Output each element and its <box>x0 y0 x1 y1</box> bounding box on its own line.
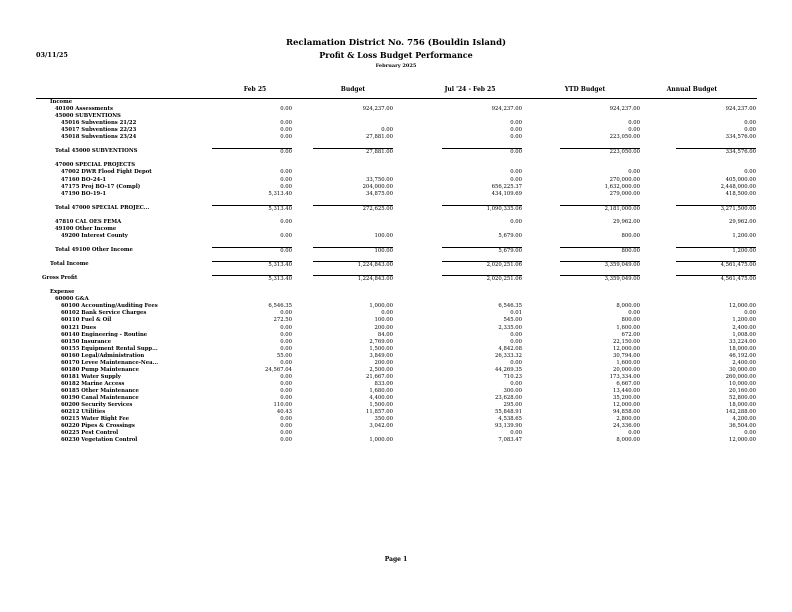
account-label: 60140 Engineering - Routine <box>61 331 148 338</box>
item-row <box>0 332 792 339</box>
amount-cell: 0.00 <box>628 310 640 317</box>
header-row <box>0 296 792 303</box>
account-label: 47160 BO-24-1 <box>61 176 107 183</box>
account-label: 60102 Bank Service Charges <box>61 310 147 317</box>
amount-cell: 0.00 <box>744 169 756 176</box>
amount-cell: 173,334.00 <box>609 373 640 380</box>
amount-cell: 1,680.00 <box>369 387 393 394</box>
account-label: 45017 Subventions 22/23 <box>61 127 137 134</box>
amount-cell: 10,000.00 <box>729 380 756 387</box>
amount-cell: 656,225.37 <box>491 183 522 190</box>
header-row <box>0 162 792 169</box>
amount-cell: 0.00 <box>280 134 292 141</box>
amount-cell: 29,962.00 <box>613 218 640 225</box>
amount-cell: 4,400.00 <box>369 394 393 401</box>
amount-cell: 0.00 <box>510 380 522 387</box>
amount-cell: 27,881.00 <box>313 148 393 156</box>
amount-cell: 0.00 <box>510 134 522 141</box>
amount-cell: 0.00 <box>510 218 522 225</box>
account-label: 60200 Security Services <box>61 402 133 409</box>
account-label: Gross Profit <box>42 275 78 282</box>
amount-cell: 5,313.40 <box>212 205 292 213</box>
amount-cell: 5,313.40 <box>212 275 292 283</box>
amount-cell: 924,237.00 <box>362 106 393 113</box>
amount-cell: 0.00 <box>628 169 640 176</box>
header-row <box>0 99 792 106</box>
amount-cell: 0.00 <box>628 127 640 134</box>
amount-cell: 0.00 <box>510 169 522 176</box>
account-label: Income <box>50 99 73 105</box>
report-subtitle: Profit & Loss Budget Performance <box>319 50 473 60</box>
amount-cell: 6,546.35 <box>498 303 522 310</box>
column-header-ytd-budget: YTD Budget <box>564 86 606 93</box>
amount-cell: 0.00 <box>381 310 393 317</box>
item-row <box>0 353 792 360</box>
amount-cell: 4,200.00 <box>732 416 756 423</box>
amount-cell: 1,224,843.00 <box>313 261 393 269</box>
item-row <box>0 127 792 134</box>
amount-cell: 1,600.00 <box>616 324 640 331</box>
amount-cell: 100.00 <box>313 247 393 255</box>
amount-cell: 12,000.00 <box>729 303 756 310</box>
amount-cell: 0.00 <box>280 331 292 338</box>
amount-cell: 0.00 <box>442 148 522 156</box>
item-row <box>0 346 792 353</box>
total-row <box>0 247 792 254</box>
amount-cell: 0.00 <box>510 359 522 366</box>
amount-cell: 2,400.00 <box>732 359 756 366</box>
account-label: 45000 SUBVENTIONS <box>55 113 121 120</box>
amount-cell: 0.00 <box>381 127 393 134</box>
amount-cell: 418,500.00 <box>725 190 756 197</box>
column-header-feb: Feb 25 <box>243 86 267 93</box>
amount-cell: 2,800.00 <box>616 416 640 423</box>
amount-cell: 1,632,000.00 <box>604 183 640 190</box>
amount-cell: 1,200.00 <box>732 232 756 239</box>
amount-cell: 8,000.00 <box>616 437 640 444</box>
account-label: 60190 Canal Maintenance <box>61 394 139 401</box>
amount-cell: 0.00 <box>280 176 292 183</box>
amount-cell: 1,000.00 <box>369 437 393 444</box>
amount-cell: 0.00 <box>280 430 292 437</box>
amount-cell: 405,000.00 <box>725 176 756 183</box>
account-label: Total 47000 SPECIAL PROJEC... <box>55 204 150 211</box>
amount-cell: 223,050.00 <box>609 134 640 141</box>
amount-cell: 924,237.00 <box>609 106 640 113</box>
amount-cell: 0.00 <box>212 148 292 156</box>
amount-cell: 40.43 <box>276 409 292 416</box>
item-row <box>0 106 792 113</box>
item-row <box>0 437 792 444</box>
amount-cell: 204,000.00 <box>362 183 393 190</box>
amount-cell: 20,160.00 <box>729 387 756 394</box>
amount-cell: 0.00 <box>280 387 292 394</box>
amount-cell: 12,000.00 <box>729 437 756 444</box>
account-label: 60155 Equipment Rental Supp... <box>61 345 158 352</box>
amount-cell: 29,962.00 <box>729 218 756 225</box>
amount-cell: 0.00 <box>510 176 522 183</box>
amount-cell: 18,000.00 <box>729 345 756 352</box>
account-label: Total 45000 SUBVENTIONS <box>55 148 138 155</box>
account-label: 60121 Dues <box>61 324 97 331</box>
amount-cell: 46,192.00 <box>729 352 756 359</box>
account-label: 60150 Insurance <box>61 338 112 345</box>
amount-cell: 13,440.00 <box>613 387 640 394</box>
amount-cell: 5,679.00 <box>442 247 522 255</box>
header-row <box>0 226 792 233</box>
amount-cell: 5,679.00 <box>498 232 522 239</box>
amount-cell: 200.00 <box>374 359 393 366</box>
amount-cell: 11,857.00 <box>366 409 393 416</box>
amount-cell: 1,224,843.00 <box>313 275 393 283</box>
amount-cell: 24,567.04 <box>265 366 292 373</box>
amount-cell: 2,181,000.00 <box>560 205 640 213</box>
amount-cell: 0.00 <box>280 183 292 190</box>
amount-cell: 1,090,335.06 <box>442 205 522 213</box>
item-row <box>0 310 792 317</box>
item-row <box>0 381 792 388</box>
amount-cell: 22,150.00 <box>613 338 640 345</box>
amount-cell: 7,083.47 <box>498 437 522 444</box>
amount-cell: 924,237.00 <box>491 106 522 113</box>
amount-cell: 24,336.00 <box>613 423 640 430</box>
amount-cell: 23,628.00 <box>495 394 522 401</box>
amount-cell: 545.00 <box>503 317 522 324</box>
account-label: 45016 Subventions 21/22 <box>61 120 137 127</box>
account-label: 47175 Proj BO-17 (Compl) <box>61 183 141 190</box>
amount-cell: 0.00 <box>280 310 292 317</box>
item-row <box>0 184 792 191</box>
account-label: 49100 Other Income <box>55 225 117 232</box>
amount-cell: 1,000.00 <box>369 303 393 310</box>
item-row <box>0 134 792 141</box>
amount-cell: 84.00 <box>377 331 393 338</box>
item-row <box>0 303 792 310</box>
spacer-row <box>0 155 792 162</box>
amount-cell: 4,538.65 <box>498 416 522 423</box>
amount-cell: 833.00 <box>374 380 393 387</box>
amount-cell: 334,576.00 <box>676 148 756 156</box>
amount-cell: 0.00 <box>280 232 292 239</box>
grandtotal-row <box>0 261 792 268</box>
amount-cell: 0.00 <box>280 416 292 423</box>
item-row <box>0 360 792 367</box>
amount-cell: 12,000.00 <box>613 345 640 352</box>
account-label: 60160 Legal/Administration <box>61 352 145 359</box>
amount-cell: 0.00 <box>744 127 756 134</box>
account-label: 60230 Vegetation Control <box>61 437 138 444</box>
account-label: 60212 Utilities <box>61 409 106 416</box>
account-label: 45018 Subventions 23/24 <box>61 134 137 141</box>
amount-cell: 0.00 <box>510 430 522 437</box>
item-row <box>0 169 792 176</box>
account-label: Expense <box>50 289 75 296</box>
amount-cell: 0.00 <box>744 120 756 127</box>
amount-cell: 334,576.00 <box>725 134 756 141</box>
report-title: Reclamation District No. 756 (Bouldin Island) <box>285 38 507 48</box>
amount-cell: 20,000.00 <box>613 366 640 373</box>
item-row <box>0 409 792 416</box>
item-row <box>0 317 792 324</box>
account-label: 60185 Other Maintenance <box>61 387 139 394</box>
amount-cell: 0.00 <box>280 373 292 380</box>
amount-cell: 0.00 <box>510 127 522 134</box>
account-label: 60180 Pump Maintenance <box>61 366 139 373</box>
amount-cell: 0.00 <box>280 324 292 331</box>
amount-cell: 295.00 <box>503 402 522 409</box>
amount-cell: 279,000.00 <box>609 190 640 197</box>
account-label: Total Income <box>50 261 89 268</box>
amount-cell: 223,050.00 <box>560 148 640 156</box>
item-row <box>0 219 792 226</box>
amount-cell: 8,000.00 <box>616 303 640 310</box>
amount-cell: 260,000.00 <box>725 373 756 380</box>
amount-cell: 0.00 <box>212 247 292 255</box>
amount-cell: 2,020,251.06 <box>442 261 522 269</box>
amount-cell: 4,561,475.00 <box>676 261 756 269</box>
amount-cell: 1,200.00 <box>676 247 756 255</box>
column-header-annual-budget: Annual Budget <box>666 86 718 93</box>
amount-cell: 27,881.00 <box>366 134 393 141</box>
amount-cell: 0.00 <box>280 345 292 352</box>
report-body <box>0 99 792 444</box>
amount-cell: 0.00 <box>280 394 292 401</box>
amount-cell: 26,333.32 <box>495 352 522 359</box>
item-row <box>0 367 792 374</box>
amount-cell: 30,000.00 <box>729 366 756 373</box>
account-label: 60225 Pest Control <box>61 430 119 437</box>
amount-cell: 1,200.00 <box>732 317 756 324</box>
amount-cell: 672.00 <box>621 331 640 338</box>
amount-cell: 0.00 <box>280 127 292 134</box>
amount-cell: 94,858.00 <box>613 409 640 416</box>
amount-cell: 4,561,475.00 <box>676 275 756 283</box>
item-row <box>0 402 792 409</box>
account-label: 60220 Pipes & Crossings <box>61 423 135 430</box>
amount-cell: 710.23 <box>503 373 522 380</box>
amount-cell: 0.00 <box>280 359 292 366</box>
amount-cell: 100.00 <box>374 317 393 324</box>
account-label: 60170 Levee Maintenance-Nea... <box>61 359 159 366</box>
amount-cell: 33,750.00 <box>366 176 393 183</box>
amount-cell: 0.01 <box>510 310 522 317</box>
grandtotal-row <box>0 275 792 282</box>
amount-cell: 0.00 <box>280 169 292 176</box>
amount-cell: 36,504.00 <box>729 423 756 430</box>
header-row <box>0 113 792 120</box>
item-row <box>0 177 792 184</box>
amount-cell: 35,200.00 <box>613 394 640 401</box>
amount-cell: 2,500.00 <box>369 366 393 373</box>
item-row <box>0 339 792 346</box>
amount-cell: 93,139.90 <box>495 423 522 430</box>
amount-cell: 0.00 <box>510 331 522 338</box>
account-label: 47000 SPECIAL PROJECTS <box>55 162 136 169</box>
item-row <box>0 120 792 127</box>
amount-cell: 2,448,000.00 <box>720 183 756 190</box>
account-label: 60181 Water Supply <box>61 373 121 380</box>
amount-cell: 300.00 <box>503 387 522 394</box>
amount-cell: 3,271,500.00 <box>676 205 756 213</box>
amount-cell: 800.00 <box>621 317 640 324</box>
report-period: February 2025 <box>375 63 417 69</box>
amount-cell: 0.00 <box>744 310 756 317</box>
account-label: 47190 BO-19-1 <box>61 190 107 197</box>
amount-cell: 4,842.08 <box>498 345 522 352</box>
amount-cell: 1,600.00 <box>616 359 640 366</box>
account-label: 40100 Assessments <box>55 106 113 113</box>
item-row <box>0 423 792 430</box>
amount-cell: 1,008.00 <box>732 331 756 338</box>
amount-cell: 0.00 <box>280 437 292 444</box>
amount-cell: 44,269.35 <box>495 366 522 373</box>
amount-cell: 2,769.00 <box>369 338 393 345</box>
item-row <box>0 325 792 332</box>
spacer-row <box>0 141 792 148</box>
amount-cell: 30,794.00 <box>613 352 640 359</box>
account-label: 47002 DWR Flood Fight Depot <box>61 169 152 176</box>
amount-cell: 100.00 <box>374 232 393 239</box>
item-row <box>0 388 792 395</box>
amount-cell: 21,667.00 <box>366 373 393 380</box>
amount-cell: 110.00 <box>273 402 292 409</box>
total-row <box>0 205 792 212</box>
item-row <box>0 430 792 437</box>
column-header-ytd-actual: Jul '24 - Feb 25 <box>444 86 496 93</box>
item-row <box>0 191 792 198</box>
amount-cell: 200.00 <box>374 324 393 331</box>
amount-cell: 0.00 <box>628 430 640 437</box>
amount-cell: 6,546.35 <box>268 303 292 310</box>
amount-cell: 18,000.00 <box>729 402 756 409</box>
amount-cell: 0.00 <box>280 338 292 345</box>
account-label: 60100 Accounting/Auditing Fees <box>61 303 158 310</box>
spacer-row <box>0 268 792 275</box>
amount-cell: 3,359,049.00 <box>560 261 640 269</box>
total-row <box>0 148 792 155</box>
amount-cell: 434,109.69 <box>491 190 522 197</box>
account-label: Total 49100 Other Income <box>55 246 133 253</box>
account-label: 60182 Marine Access <box>61 380 125 387</box>
amount-cell: 0.00 <box>280 120 292 127</box>
amount-cell: 52,800.00 <box>729 394 756 401</box>
account-label: 47810 CAL OES FEMA <box>55 218 122 225</box>
amount-cell: 0.00 <box>628 120 640 127</box>
account-label: 49200 Interest County <box>61 232 128 239</box>
header-row <box>0 289 792 296</box>
item-row <box>0 233 792 240</box>
amount-cell: 2,400.00 <box>732 324 756 331</box>
amount-cell: 5,313.40 <box>212 261 292 269</box>
amount-cell: 55.00 <box>276 352 292 359</box>
amount-cell: 350.00 <box>374 416 393 423</box>
account-label: 60000 G&A <box>55 296 89 303</box>
amount-cell: 0.00 <box>510 120 522 127</box>
amount-cell: 0.00 <box>280 380 292 387</box>
amount-cell: 3,359,049.00 <box>560 275 640 283</box>
amount-cell: 270,000.00 <box>609 176 640 183</box>
amount-cell: 34,875.00 <box>366 190 393 197</box>
amount-cell: 2,020,251.06 <box>442 275 522 283</box>
amount-cell: 3,849.00 <box>369 352 393 359</box>
amount-cell: 1,500.00 <box>369 345 393 352</box>
amount-cell: 0.00 <box>510 338 522 345</box>
amount-cell: 33,224.00 <box>729 338 756 345</box>
amount-cell: 0.00 <box>280 423 292 430</box>
amount-cell: 800.00 <box>560 247 640 255</box>
item-row <box>0 416 792 423</box>
amount-cell: 0.00 <box>280 218 292 225</box>
amount-cell: 55,848.91 <box>495 409 522 416</box>
page-number: Page 1 <box>384 556 408 563</box>
item-row <box>0 395 792 402</box>
amount-cell: 272,625.00 <box>313 205 393 213</box>
spacer-row <box>0 282 792 289</box>
report-date: 03/11/25 <box>36 51 68 59</box>
account-label: 60215 Water Right Fee <box>61 416 130 423</box>
item-row <box>0 374 792 381</box>
amount-cell: 272.50 <box>273 317 292 324</box>
account-label: 60110 Fuel & Oil <box>61 317 112 324</box>
spacer-row <box>0 212 792 219</box>
spacer-row <box>0 198 792 205</box>
amount-cell: 3,042.00 <box>369 423 393 430</box>
amount-cell: 0.00 <box>744 430 756 437</box>
amount-cell: 0.00 <box>280 106 292 113</box>
column-header-budget: Budget <box>340 86 366 93</box>
amount-cell: 142,288.00 <box>725 409 756 416</box>
amount-cell: 924,237.00 <box>725 106 756 113</box>
amount-cell: 2,335.00 <box>498 324 522 331</box>
amount-cell: 800.00 <box>621 232 640 239</box>
spacer-row <box>0 240 792 247</box>
amount-cell: 6,667.00 <box>616 380 640 387</box>
spacer-row <box>0 254 792 261</box>
amount-cell: 5,313.40 <box>268 190 292 197</box>
amount-cell: 1,500.00 <box>369 402 393 409</box>
amount-cell: 12,000.00 <box>613 402 640 409</box>
